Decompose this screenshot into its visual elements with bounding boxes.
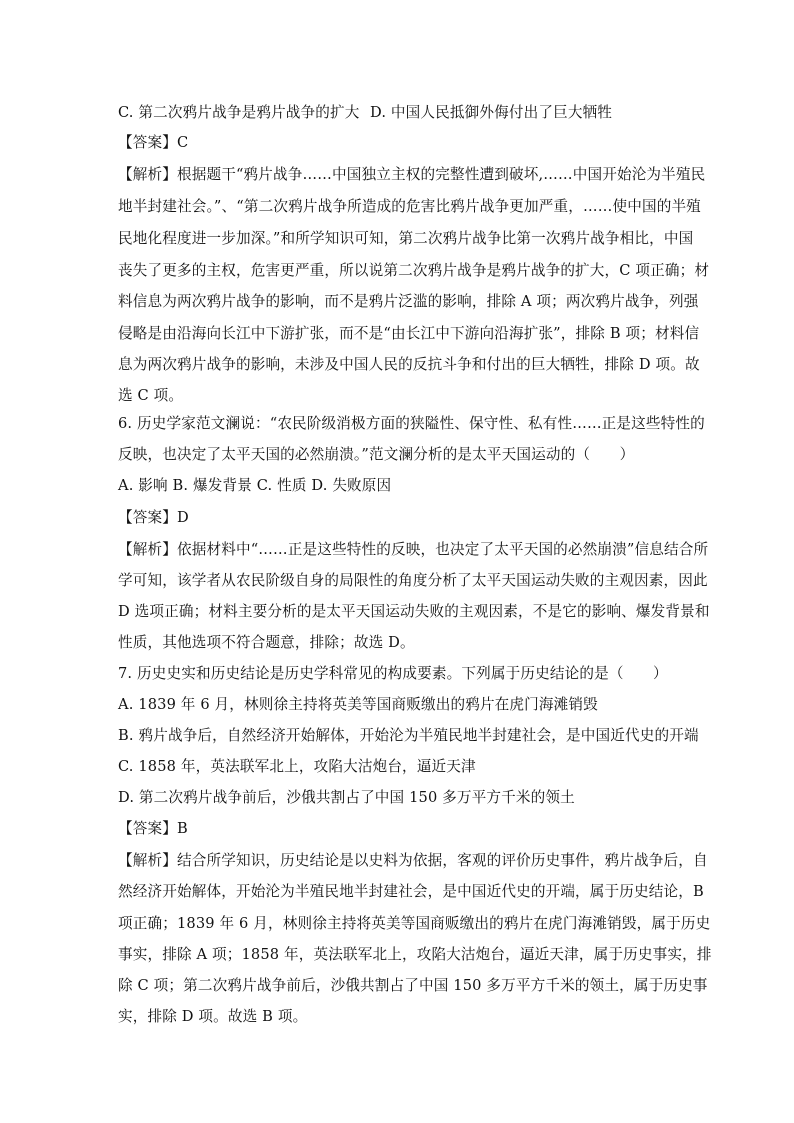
q5-analysis-line: 民地化程度进一步加深。”和所学知识可知，第二次鸦片战争比第一次鸦片战争相比，中国 [118, 230, 694, 247]
q6-stem-line: 反映，也决定了太平天国的必然崩溃。”范文澜分析的是太平天国运动的（ ） [118, 446, 635, 463]
q6-options: A. 影响 B. 爆发背景 C. 性质 D. 失败原因 [118, 477, 392, 494]
q6-stem-line: 6. 历史学家范文澜说：“农民阶级消极方面的狭隘性、保守性、私有性……正是这些特性的 [118, 415, 705, 432]
q6-answer: 【答案】D [118, 509, 189, 526]
q5-analysis-line: 【解析】根据题干“鸦片战争……中国独立主权的完整性遭到破坏,……中国开始沦为半殖民 [118, 166, 706, 183]
q7-option-c: C. 1858 年，英法联军北上，攻陷大沽炮台，逼近天津 [118, 758, 476, 775]
q5-option-c: C. 第二次鸦片战争是鸦片战争的扩大 [118, 104, 360, 121]
q6-analysis-line: 【解析】依据材料中“……正是这些特性的反映，也决定了太平天国的必然崩溃”信息结合所 [118, 541, 709, 558]
q7-option-d: D. 第二次鸦片战争前后，沙俄共割占了中国 150 多万平方千米的领土 [118, 789, 575, 806]
q5-options-row [118, 103, 678, 123]
q5-analysis-line: 丧失了更多的主权，危害更严重，所以说第二次鸦片战争是鸦片战争的扩大，C 项正确；材 [118, 262, 710, 279]
q5-analysis-line: 料信息为两次鸦片战争的影响，而不是鸦片泛滥的影响，排除 A 项；两次鸦片战争，列强 [118, 293, 699, 310]
q7-answer: 【答案】B [118, 820, 188, 837]
q7-analysis-line: 项正确；1839 年 6 月，林则徐主持将英美等国商贩缴出的鸦片在虎门海滩销毁，属于历史 [118, 915, 711, 932]
q7-analysis-line: 除 C 项；第二次鸦片战争前后，沙俄共割占了中国 150 多万平方千米的领土，属于历史事 [118, 977, 708, 994]
q5-analysis-line: 侵略是由沿海向长江中下游扩张，而不是“由长江中下游向沿海扩张”，排除 B 项；材料信 [118, 325, 700, 342]
q7-analysis-line: 事实，排除 A 项；1858 年，英法联军北上，攻陷大沽炮台，逼近天津，属于历史事实，排 [118, 946, 712, 963]
q5-analysis-line: 息为两次鸦片战争的影响，未涉及中国人民的反抗斗争和付出的巨大牺牲，排除 D 项。故 [118, 356, 700, 373]
q5-answer: 【答案】C [118, 134, 189, 151]
q7-analysis-line: 然经济开始解体，开始沦为半殖民地半封建社会，是中国近代史的开端，属于历史结论，B [118, 883, 704, 900]
q5-option-d: D. 中国人民抵御外侮付出了巨大牺牲 [370, 104, 613, 121]
q5-analysis-line: 地半封建社会。”、“第二次鸦片战争所造成的危害比鸦片战争更加严重，……使中国的半殖 [118, 198, 701, 215]
q7-analysis-line: 实，排除 D 项。故选 B 项。 [118, 1008, 308, 1025]
q6-analysis-line: 性质，其他选项不符合题意，排除；故选 D。 [118, 634, 415, 651]
q6-analysis-line: 学可知，该学者从农民阶级自身的局限性的角度分析了太平天国运动失败的主观因素，因此 [118, 572, 708, 589]
q7-option-b: B. 鸦片战争后，自然经济开始解体，开始沦为半殖民地半封建社会，是中国近代史的开端 [118, 727, 699, 744]
q6-analysis-line: D 选项正确；材料主要分析的是太平天国运动失败的主观因素，不是它的影响、爆发背景和 [118, 603, 710, 620]
q7-stem: 7. 历史史实和历史结论是历史学科常见的构成要素。下列属于历史结论的是（ ） [118, 665, 668, 682]
q7-option-a: A. 1839 年 6 月，林则徐主持将英美等国商贩缴出的鸦片在虎门海滩销毁 [118, 696, 598, 713]
q7-analysis-line: 【解析】结合所学知识，历史结论是以史料为依据，客观的评价历史事件，鸦片战争后，自 [118, 852, 708, 869]
q5-analysis-line: 选 C 项。 [118, 387, 184, 404]
